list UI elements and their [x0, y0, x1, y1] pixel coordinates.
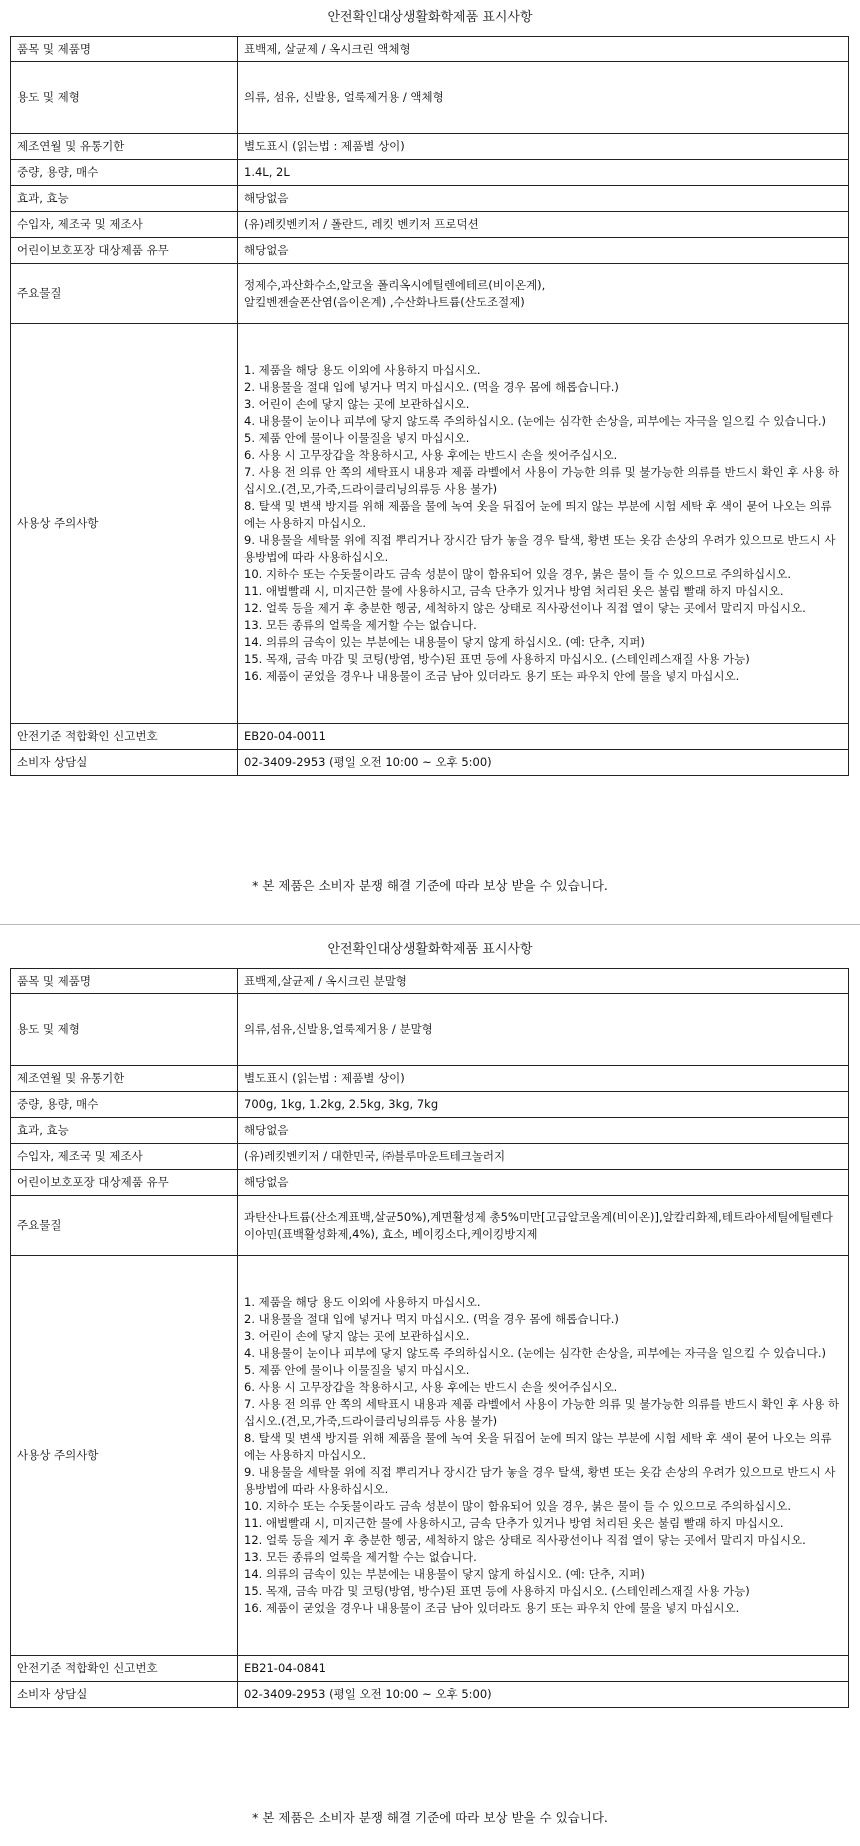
- caution-item: 4. 내용물이 눈이나 피부에 닿지 않도록 주의하십시오. (눈에는 심각한 손상을, 피부에는 자극을 일으킬 수 있습니다.): [244, 414, 826, 428]
- caution-item: 16. 제품이 굳었을 경우나 내용물이 조금 남아 있더라도 용기 또는 파우치 안에 물을 넣지 마십시오.: [244, 1601, 740, 1615]
- row-label: 제조연월 및 유통기한: [11, 134, 238, 160]
- row-value: 정제수,과산화수소,알코올 폴리옥시에틸렌에테르(비이온계), 알킬벤젠술폰산염(음이온계) ,수산화나트륨(산도조절제): [238, 264, 849, 324]
- caution-item: 6. 사용 시 고무장갑을 착용하시고, 사용 후에는 반드시 손을 씻어주십시오.: [244, 1380, 618, 1394]
- caution-item: 14. 의류의 금속이 있는 부분에는 내용물이 닿지 않게 하십시오. (예: 단추, 지퍼): [244, 1567, 645, 1581]
- caution-item: 5. 제품 안에 물이나 이물질을 넣지 마십시오.: [244, 431, 470, 445]
- caution-item: 9. 내용물을 세탁물 위에 직접 뿌리거나 장시간 담가 놓을 경우 탈색, 황변 또는 옷감 손상의 우려가 있으므로 반드시 사용방법에 따라 사용하십시오.: [244, 533, 836, 564]
- caution-item: 15. 목재, 금속 마감 및 코팅(방염, 방수)된 표면 등에 사용하지 마십시오. (스테인레스재질 사용 가능): [244, 1584, 750, 1598]
- row-label: 수입자, 제조국 및 제조사: [11, 1144, 238, 1170]
- section-title: 안전확인대상생활화학제품 표시사항: [327, 10, 533, 25]
- table-row: [11, 1196, 849, 1256]
- row-value: 해당없음: [238, 186, 849, 212]
- table-row: [11, 134, 849, 160]
- row-value: 02-3409-2953 (평일 오전 10:00 ~ 오후 5:00): [238, 1682, 849, 1708]
- caution-item: 10. 지하수 또는 수돗물이라도 금속 성분이 많이 함유되어 있을 경우, 붉은 물이 들 수 있으므로 주의하십시오.: [244, 567, 792, 581]
- table-row: [11, 186, 849, 212]
- table-row: [11, 160, 849, 186]
- table-row: [11, 1682, 849, 1708]
- row-label: 효과, 효능: [11, 1118, 238, 1144]
- table-row: [11, 994, 849, 1066]
- row-label: 제조연월 및 유통기한: [11, 1066, 238, 1092]
- caution-list: [244, 1294, 842, 1617]
- caution-item: 1. 제품을 해당 용도 이외에 사용하지 마십시오.: [244, 1295, 481, 1309]
- table-row: [11, 1118, 849, 1144]
- table-row: [11, 1144, 849, 1170]
- info-table: [10, 36, 849, 776]
- table-row: [11, 1066, 849, 1092]
- caution-item: 7. 사용 전 의류 안 쪽의 세탁표시 내용과 제품 라벨에서 사용이 가능한 의류 및 불가능한 의류를 반드시 확인 후 사용 하십시오.(견,모,가죽,드라이클리닝의류등 사용 불가): [244, 1397, 840, 1428]
- row-label: 사용상 주의사항: [11, 1256, 238, 1656]
- caution-item: 5. 제품 안에 물이나 이물질을 넣지 마십시오.: [244, 1363, 470, 1377]
- row-label: 용도 및 제형: [11, 994, 238, 1066]
- table-row: [11, 969, 849, 994]
- row-label: 효과, 효능: [11, 186, 238, 212]
- row-value: 해당없음: [238, 1170, 849, 1196]
- row-value: (유)레킷벤키저 / 대한민국, ㈜블루마운트테크놀러지: [238, 1144, 849, 1170]
- row-value: EB21-04-0841: [238, 1656, 849, 1682]
- caution-item: 3. 어린이 손에 닿지 않는 곳에 보관하십시오.: [244, 1329, 470, 1343]
- row-value: EB20-04-0011: [238, 724, 849, 750]
- table-row: [11, 1656, 849, 1682]
- caution-item: 8. 탈색 및 변색 방지를 위해 제품을 물에 녹여 옷을 뒤집어 눈에 띄지 않는 부분에 시험 세탁 후 색이 묻어 나오는 의류에는 사용하지 마십시오.: [244, 499, 832, 530]
- row-value: 1.4L, 2L: [238, 160, 849, 186]
- footnote: * 본 제품은 소비자 분쟁 해결 기준에 따라 보상 받을 수 있습니다.: [252, 878, 608, 893]
- caution-list: [244, 362, 842, 685]
- caution-item: 13. 모든 종류의 얼룩을 제거할 수는 없습니다.: [244, 1550, 477, 1564]
- table-row: [11, 324, 849, 724]
- notes-cell: [238, 1256, 849, 1656]
- caution-item: 11. 애벌빨래 시, 미지근한 물에 사용하시고, 금속 단추가 있거나 방염 처리된 옷은 불림 빨래 하지 마십시오.: [244, 1516, 784, 1530]
- caution-item: 16. 제품이 굳었을 경우나 내용물이 조금 남아 있더라도 용기 또는 파우치 안에 물을 넣지 마십시오.: [244, 669, 740, 683]
- section-title: 안전확인대상생활화학제품 표시사항: [327, 942, 533, 957]
- row-label: 안전기준 적합확인 신고번호: [11, 1656, 238, 1682]
- caution-item: 2. 내용물을 절대 입에 넣거나 먹지 마십시오. (먹을 경우 몸에 해롭습니다.): [244, 380, 619, 394]
- caution-item: 7. 사용 전 의류 안 쪽의 세탁표시 내용과 제품 라벨에서 사용이 가능한 의류 및 불가능한 의류를 반드시 확인 후 사용 하십시오.(견,모,가죽,드라이클리닝의류등 사용 불가): [244, 465, 840, 496]
- row-label: 용도 및 제형: [11, 62, 238, 134]
- table-row: [11, 724, 849, 750]
- row-value: (유)레킷벤키저 / 폴란드, 레킷 벤키저 프로덕션: [238, 212, 849, 238]
- row-value: 의류, 섬유, 신발용, 얼룩제거용 / 액체형: [238, 62, 849, 134]
- caution-item: 12. 얼룩 등을 제거 후 충분한 헹굼, 세척하지 않은 상태로 직사광선이나 직접 열이 닿는 곳에서 말리지 마십시오.: [244, 1533, 806, 1547]
- row-label: 수입자, 제조국 및 제조사: [11, 212, 238, 238]
- caution-item: 13. 모든 종류의 얼룩을 제거할 수는 없습니다.: [244, 618, 477, 632]
- caution-item: 15. 목재, 금속 마감 및 코팅(방염, 방수)된 표면 등에 사용하지 마십시오. (스테인레스재질 사용 가능): [244, 652, 750, 666]
- footnote: * 본 제품은 소비자 분쟁 해결 기준에 따라 보상 받을 수 있습니다.: [252, 1810, 608, 1825]
- row-value: 해당없음: [238, 1118, 849, 1144]
- info-table: [10, 968, 849, 1708]
- table-row: [11, 37, 849, 62]
- row-label: 안전기준 적합확인 신고번호: [11, 724, 238, 750]
- row-label: 주요물질: [11, 1196, 238, 1256]
- table-row: [11, 212, 849, 238]
- caution-item: 6. 사용 시 고무장갑을 착용하시고, 사용 후에는 반드시 손을 씻어주십시오.: [244, 448, 618, 462]
- row-label: 품목 및 제품명: [11, 969, 238, 994]
- row-label: 소비자 상담실: [11, 1682, 238, 1708]
- row-label: 중량, 용량, 매수: [11, 1092, 238, 1118]
- caution-item: 11. 애벌빨래 시, 미지근한 물에 사용하시고, 금속 단추가 있거나 방염 처리된 옷은 불림 빨래 하지 마십시오.: [244, 584, 784, 598]
- caution-item: 12. 얼룩 등을 제거 후 충분한 헹굼, 세척하지 않은 상태로 직사광선이나 직접 열이 닿는 곳에서 말리지 마십시오.: [244, 601, 806, 615]
- row-value: 표백제,살균제 / 옥시크린 분말형: [238, 969, 849, 994]
- row-label: 품목 및 제품명: [11, 37, 238, 62]
- row-value: 02-3409-2953 (평일 오전 10:00 ~ 오후 5:00): [238, 750, 849, 776]
- table-row: [11, 238, 849, 264]
- table-row: [11, 1170, 849, 1196]
- caution-item: 2. 내용물을 절대 입에 넣거나 먹지 마십시오. (먹을 경우 몸에 해롭습니다.): [244, 1312, 619, 1326]
- row-label: 사용상 주의사항: [11, 324, 238, 724]
- caution-item: 8. 탈색 및 변색 방지를 위해 제품을 물에 녹여 옷을 뒤집어 눈에 띄지 않는 부분에 시험 세탁 후 색이 묻어 나오는 의류에는 사용하지 마십시오.: [244, 1431, 832, 1462]
- caution-item: 10. 지하수 또는 수돗물이라도 금속 성분이 많이 함유되어 있을 경우, 붉은 물이 들 수 있으므로 주의하십시오.: [244, 1499, 792, 1513]
- row-label: 주요물질: [11, 264, 238, 324]
- row-value: 해당없음: [238, 238, 849, 264]
- row-value: 표백제, 살균제 / 옥시크린 액체형: [238, 37, 849, 62]
- table-row: [11, 264, 849, 324]
- caution-item: 9. 내용물을 세탁물 위에 직접 뿌리거나 장시간 담가 놓을 경우 탈색, 황변 또는 옷감 손상의 우려가 있으므로 반드시 사용방법에 따라 사용하십시오.: [244, 1465, 836, 1496]
- row-value: 의류,섬유,신발용,얼룩제거용 / 분말형: [238, 994, 849, 1066]
- row-label: 어린이보호포장 대상제품 유무: [11, 238, 238, 264]
- caution-item: 3. 어린이 손에 닿지 않는 곳에 보관하십시오.: [244, 397, 470, 411]
- section-divider: [0, 924, 860, 925]
- row-label: 중량, 용량, 매수: [11, 160, 238, 186]
- row-value: 700g, 1kg, 1.2kg, 2.5kg, 3kg, 7kg: [238, 1092, 849, 1118]
- row-label: 어린이보호포장 대상제품 유무: [11, 1170, 238, 1196]
- row-value: 과탄산나트륨(산소계표백,살균50%),계면활성제 총5%미만[고급알코올계(비이온)],알칼리화제,테트라아세틸에틸렌다이아민(표백활성화제,4%), 효소, 베이킹소다,케이킹방지제: [238, 1196, 849, 1256]
- row-value: 별도표시 (읽는법 : 제품별 상이): [238, 1066, 849, 1092]
- table-row: [11, 1256, 849, 1656]
- caution-item: 1. 제품을 해당 용도 이외에 사용하지 마십시오.: [244, 363, 481, 377]
- row-label: 소비자 상담실: [11, 750, 238, 776]
- table-row: [11, 750, 849, 776]
- notes-cell: [238, 324, 849, 724]
- row-value: 별도표시 (읽는법 : 제품별 상이): [238, 134, 849, 160]
- table-row: [11, 62, 849, 134]
- caution-item: 4. 내용물이 눈이나 피부에 닿지 않도록 주의하십시오. (눈에는 심각한 손상을, 피부에는 자극을 일으킬 수 있습니다.): [244, 1346, 826, 1360]
- table-row: [11, 1092, 849, 1118]
- caution-item: 14. 의류의 금속이 있는 부분에는 내용물이 닿지 않게 하십시오. (예: 단추, 지퍼): [244, 635, 645, 649]
